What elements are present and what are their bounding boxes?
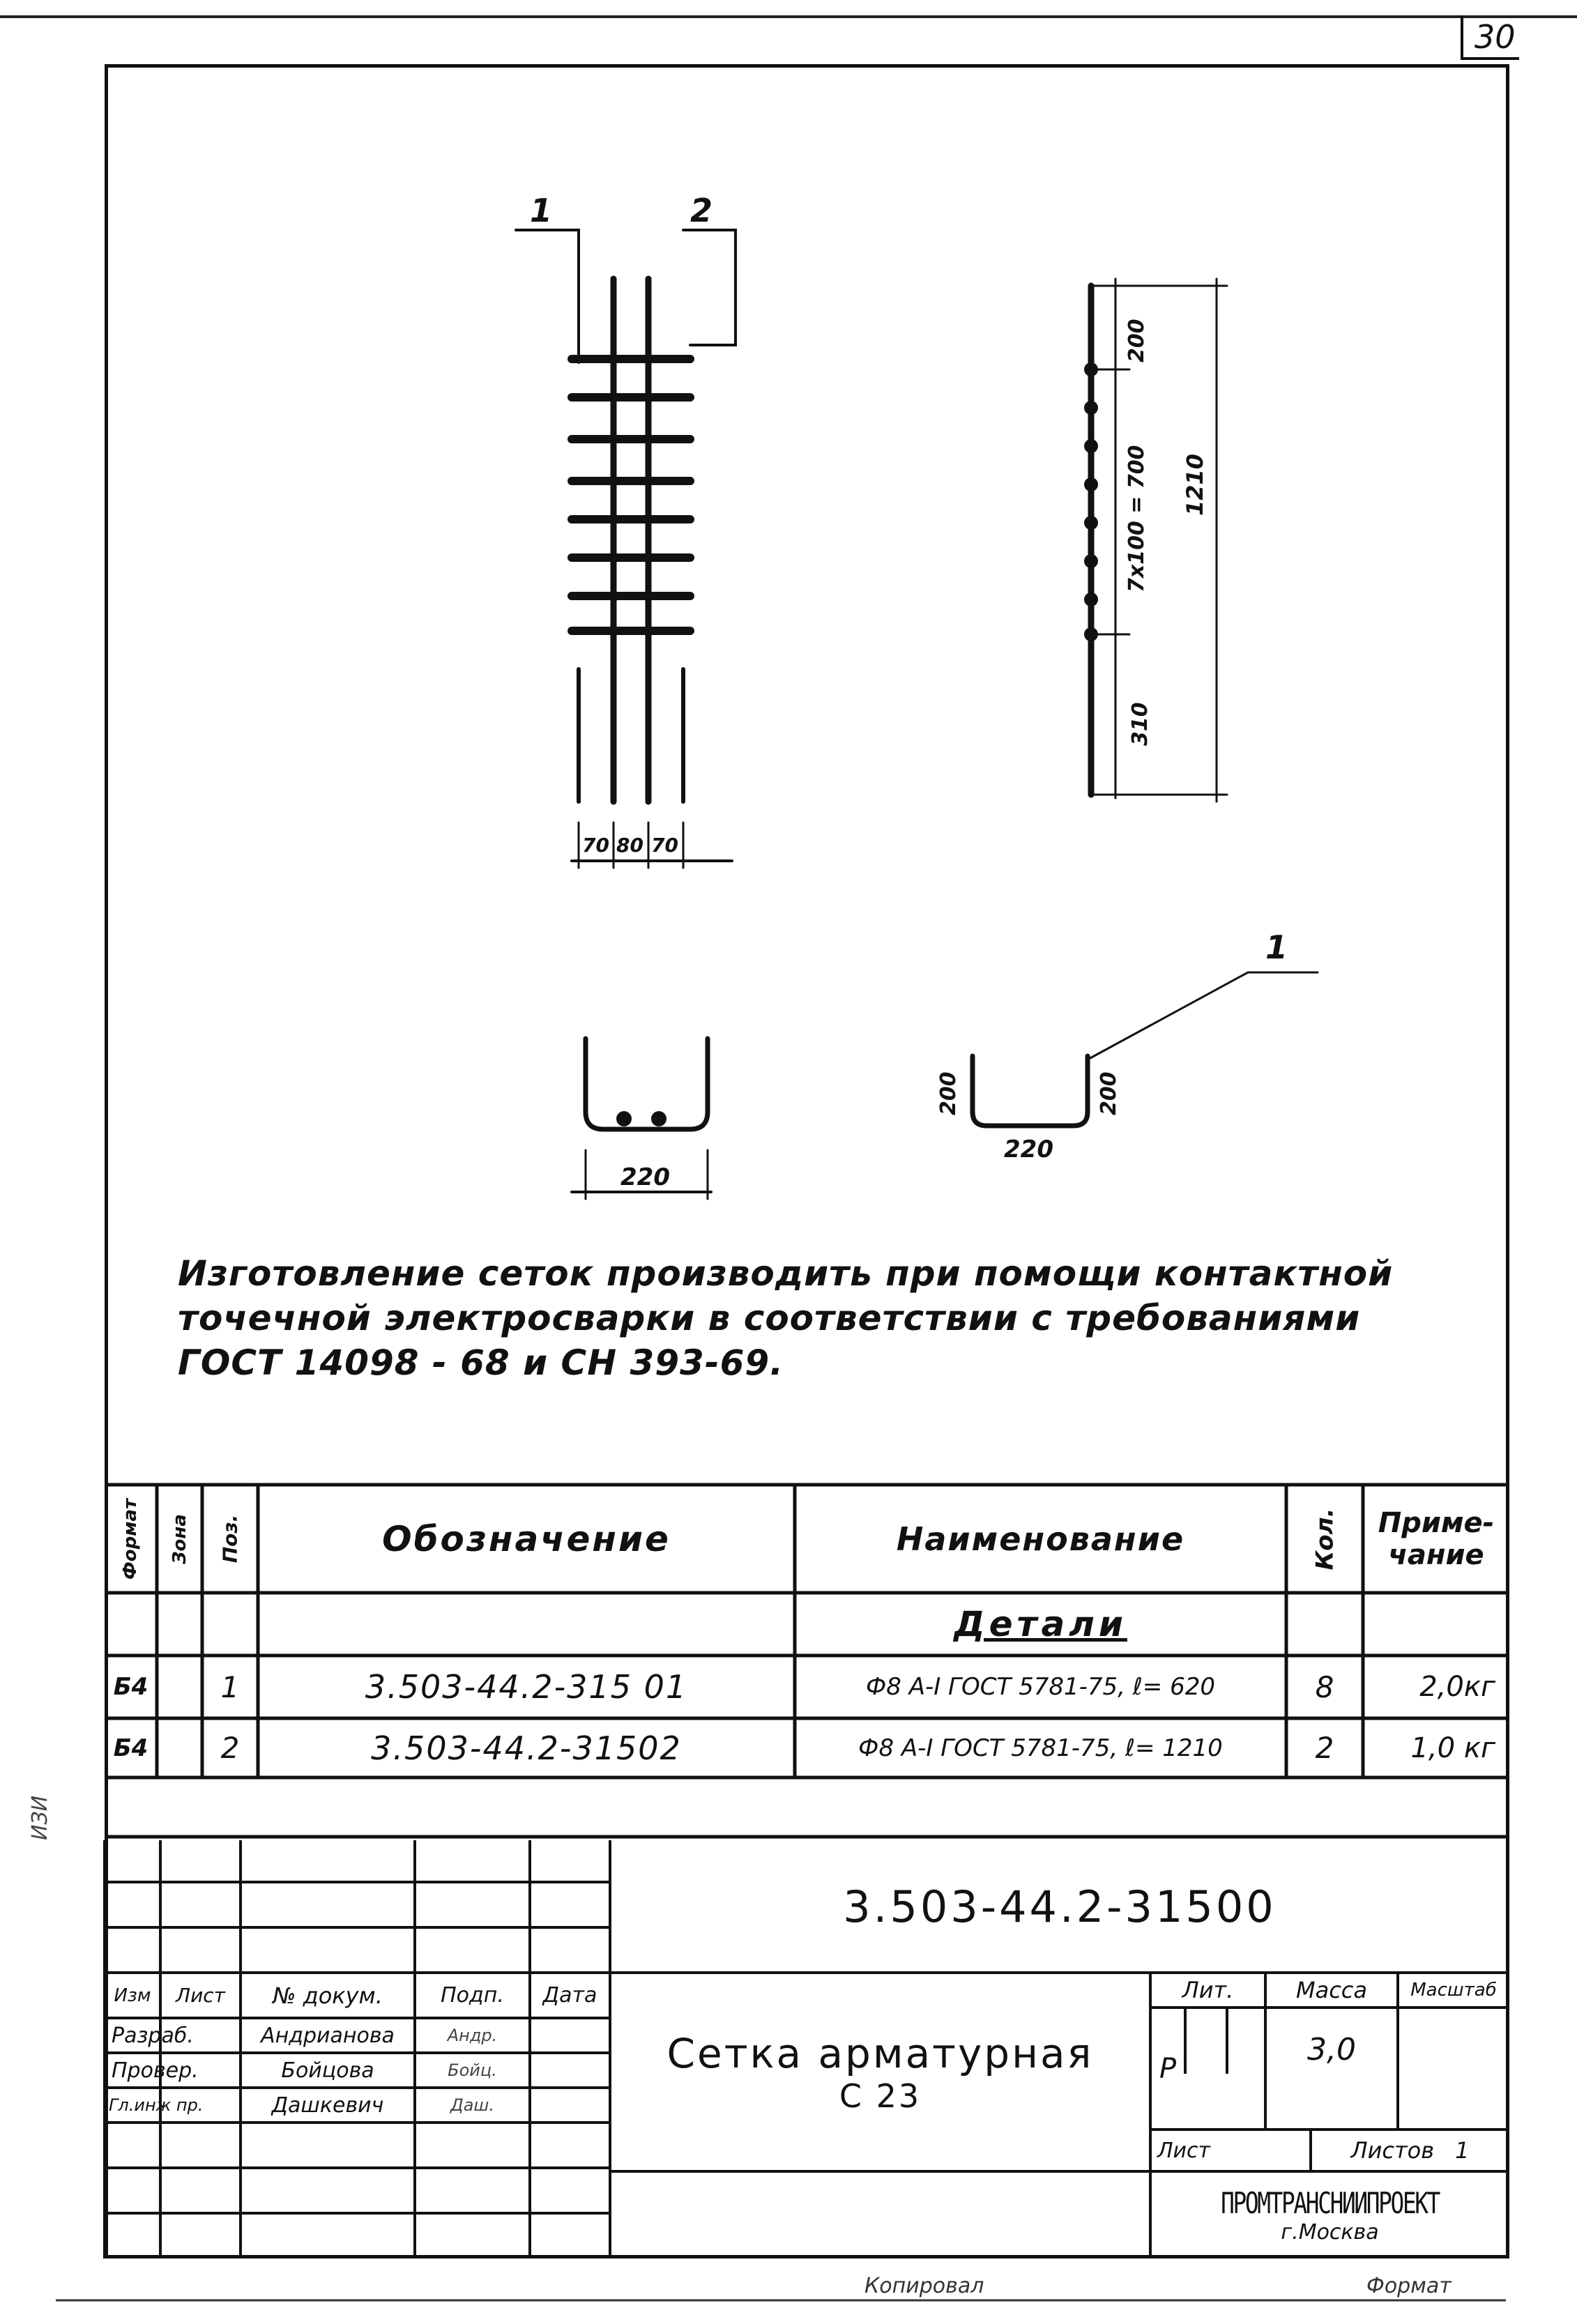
tb-header-izm: Изм [114, 1985, 151, 2006]
tb-name-chief: Дашкевич [271, 2093, 384, 2118]
row1-note: 2,0кг [1419, 1671, 1495, 1703]
row2-pos: 2 [220, 1731, 240, 1765]
tb-sign-developer: Андр. [447, 2026, 498, 2045]
header-format: Формат [120, 1498, 142, 1580]
header-zone: Зона [169, 1513, 190, 1564]
tb-header-list: Лист [176, 1984, 225, 2007]
note-line-3: ГОСТ 14098 - 68 и СН 393-69. [178, 1343, 784, 1383]
left-margin-mark: ИЗИ [28, 1795, 52, 1840]
row1-qty: 8 [1315, 1669, 1334, 1704]
org-name: ПРОМТРАНСНИИПРОЕКТ [1221, 2185, 1439, 2220]
row2-name: Ф8 А-I ГОСТ 5781-75, ℓ= 1210 [858, 1734, 1223, 1762]
org-city: г.Москва [1281, 2219, 1379, 2245]
row2-note: 1,0 кг [1410, 1731, 1495, 1764]
row2-designation: 3.503-44.2-31502 [371, 1729, 682, 1767]
dim-spacing-left: 70 [582, 834, 609, 857]
organization [1150, 2171, 1509, 2258]
footer-format: Формат [1366, 2274, 1452, 2298]
tb-sign-checker: Бойц. [448, 2061, 497, 2080]
tb-mass-value: 3,0 [1307, 2031, 1356, 2067]
tb-lit-value: Р [1159, 2052, 1177, 2085]
header-name: Наименование [896, 1520, 1185, 1558]
row1-name: Ф8 А-I ГОСТ 5781-75, ℓ= 620 [865, 1673, 1215, 1701]
dim-bent-left: 200 [936, 1071, 961, 1115]
header-designation: Обозначение [382, 1518, 671, 1559]
footer-copied: Копировал [864, 2274, 984, 2298]
dim-section-width: 220 [620, 1163, 670, 1191]
tb-lit-label: Лит. [1182, 1977, 1234, 2003]
row2-qty: 2 [1315, 1731, 1334, 1765]
product-title [610, 1973, 1150, 2171]
note-line-2: точечной электросварки в соответствии с требованиями [178, 1298, 1361, 1338]
dim-mid-segment: 7x100 = 700 [1125, 445, 1149, 593]
tb-sheets-label: Листов [1350, 2137, 1435, 2164]
dim-bottom-segment: 310 [1128, 702, 1152, 746]
tb-name-developer: Андрианова [261, 2023, 395, 2048]
row1-format: Б4 [113, 1673, 148, 1701]
row2-format: Б4 [113, 1734, 148, 1762]
label-pos1: 1 [530, 192, 553, 229]
tb-header-date: Дата [542, 1983, 597, 2008]
section-title: Детали [954, 1604, 1127, 1644]
header-pos: Поз. [218, 1514, 242, 1564]
tb-sheet-label: Лист [1157, 2138, 1211, 2163]
row1-designation: 3.503-44.2-315 01 [365, 1668, 688, 1706]
note-line-1: Изготовление сеток производить при помощи контактной [178, 1253, 1394, 1294]
tb-role-checker: Провер. [112, 2058, 199, 2083]
tb-mass-label: Масса [1295, 1977, 1367, 2003]
tb-role-chief: Гл.инж пр. [109, 2095, 204, 2115]
tb-sign-chief: Даш. [450, 2095, 495, 2115]
product-title-line2: С 23 [839, 2077, 922, 2115]
document-code: 3.503-44.2-31500 [843, 1881, 1277, 1932]
label-bent-pos1: 1 [1265, 928, 1288, 966]
dim-bent-width: 220 [1004, 1136, 1053, 1163]
header-note: Приме- чание [1378, 1506, 1495, 1571]
dim-total-length: 1210 [1182, 453, 1208, 516]
sheet-number: 30 [1475, 18, 1516, 56]
tb-header-sign: Подп. [441, 1983, 504, 2008]
dim-bent-right: 200 [1097, 1071, 1121, 1115]
dim-spacing-mid: 80 [616, 834, 643, 857]
dim-spacing-right: 70 [651, 834, 678, 857]
tb-header-doc: № докум. [273, 1982, 383, 2009]
label-pos2: 2 [690, 192, 713, 229]
tb-role-developer: Разраб. [112, 2023, 194, 2048]
tb-sheets [1311, 2130, 1509, 2171]
dim-top-segment: 200 [1125, 319, 1149, 362]
row1-pos: 1 [220, 1669, 240, 1704]
header-qty: Кол. [1311, 1508, 1339, 1570]
tb-name-checker: Бойцова [281, 2058, 374, 2083]
tb-scale-label: Масштаб [1410, 1980, 1497, 2001]
tb-sheets-value: 1 [1455, 2137, 1470, 2164]
product-title-line1: Сетка арматурная [666, 2029, 1094, 2077]
